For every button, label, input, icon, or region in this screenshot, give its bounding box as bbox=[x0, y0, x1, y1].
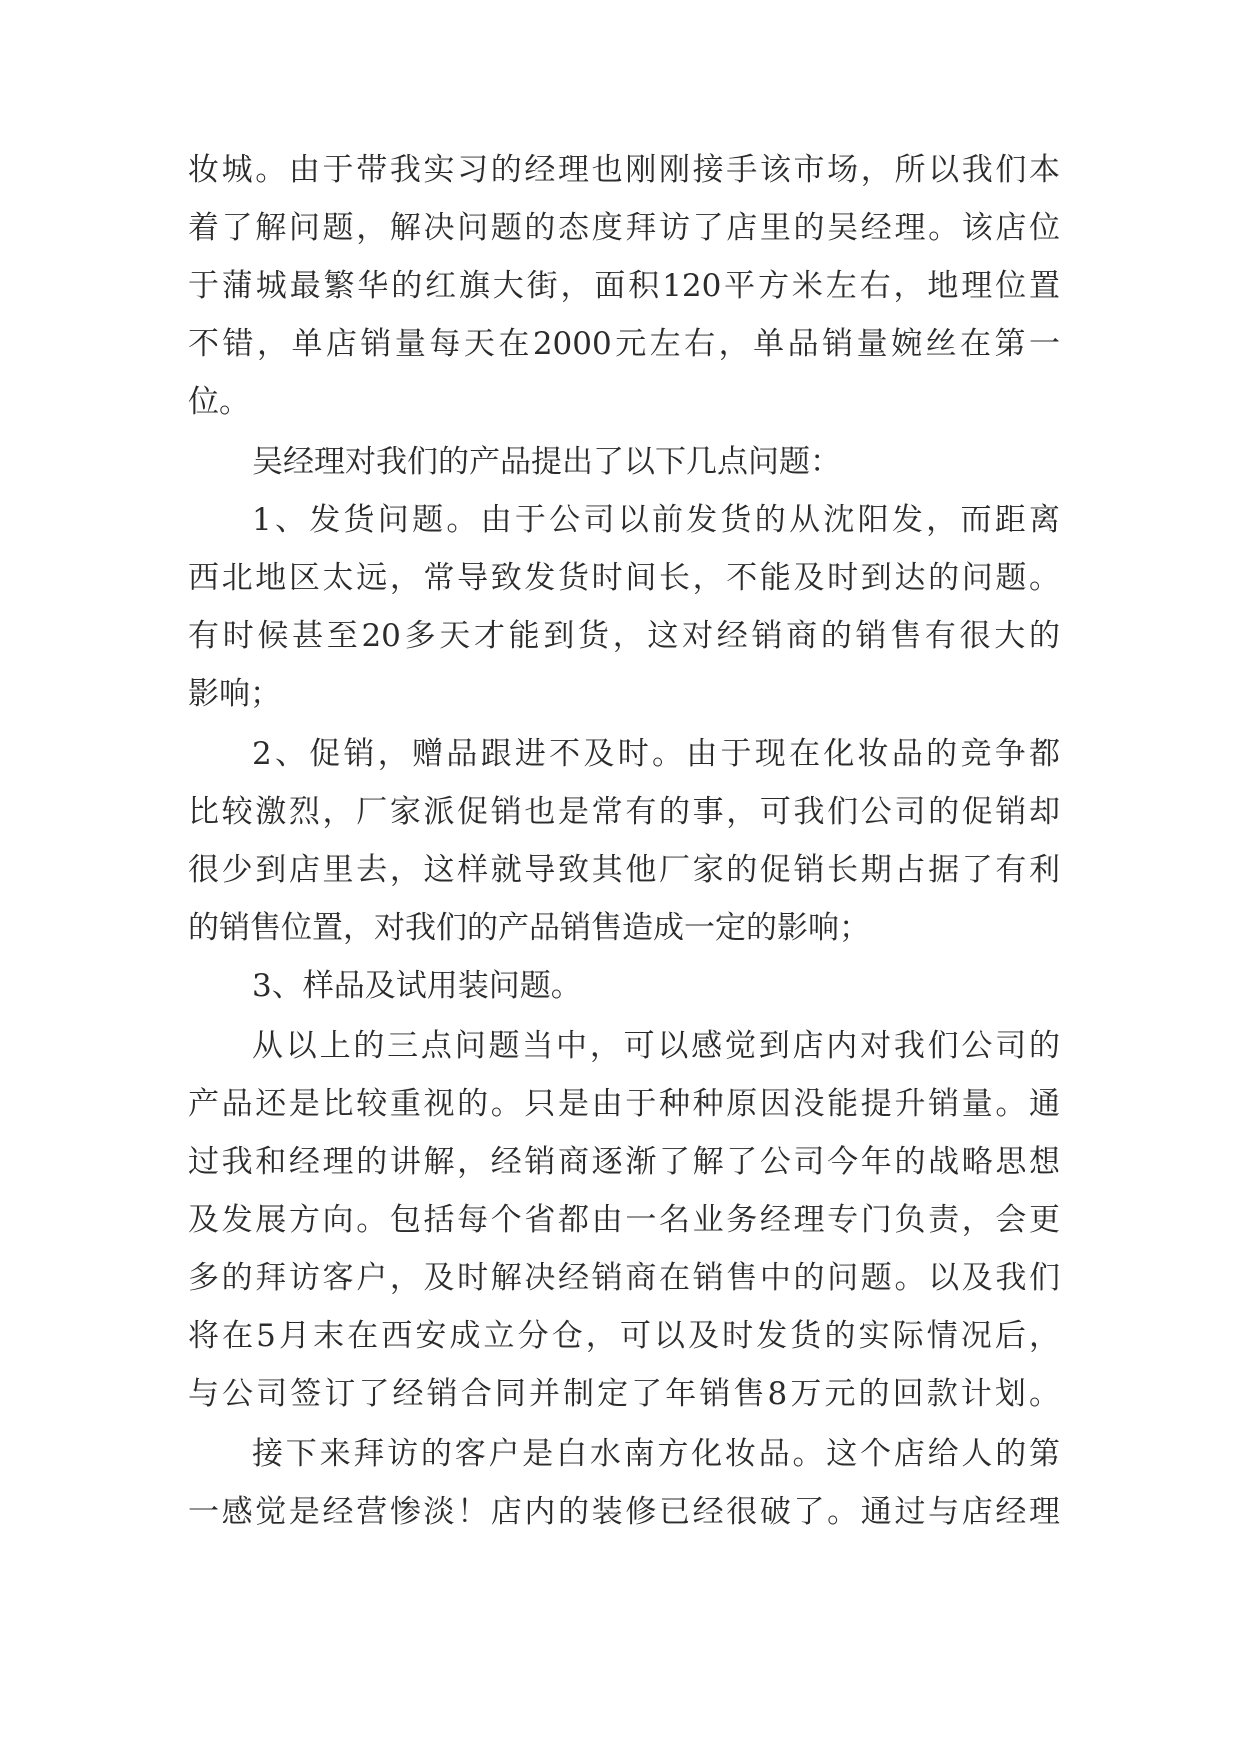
text-line: 有时候甚至20多天才能到货，这对经销商的销售有很大的 bbox=[188, 618, 1060, 654]
text-line: 妆城。由于带我实习的经理也刚刚接手该市场，所以我们本 bbox=[188, 152, 1060, 188]
text-line: 与公司签订了经销合同并制定了年销售8万元的回款计划。 bbox=[188, 1376, 1060, 1412]
text-line: 西北地区太远，常导致发货时间长，不能及时到达的问题。 bbox=[188, 560, 1060, 596]
text-line: 影响； bbox=[188, 676, 281, 712]
text-line: 吴经理对我们的产品提出了以下几点问题： bbox=[252, 444, 841, 480]
text-line: 多的拜访客户，及时解决经销商在销售中的问题。以及我们 bbox=[188, 1260, 1060, 1296]
text-line: 的销售位置，对我们的产品销售造成一定的影响； bbox=[188, 910, 870, 946]
text-line: 从以上的三点问题当中，可以感觉到店内对我们公司的 bbox=[252, 1028, 1060, 1064]
text-line: 接下来拜访的客户是白水南方化妆品。这个店给人的第 bbox=[252, 1436, 1060, 1472]
text-line: 着了解问题，解决问题的态度拜访了店里的吴经理。该店位 bbox=[188, 210, 1060, 246]
text-line: 及发展方向。包括每个省都由一名业务经理专门负责，会更 bbox=[188, 1202, 1060, 1238]
text-line: 产品还是比较重视的。只是由于种种原因没能提升销量。通 bbox=[188, 1086, 1060, 1122]
text-line: 位。 bbox=[188, 384, 250, 420]
text-line: 3、样品及试用装问题。 bbox=[252, 968, 582, 1004]
text-line: 于蒲城最繁华的红旗大街，面积120平方米左右，地理位置 bbox=[188, 268, 1060, 304]
text-line: 不错，单店销量每天在2000元左右，单品销量婉丝在第一 bbox=[188, 326, 1060, 362]
text-line: 比较激烈，厂家派促销也是常有的事，可我们公司的促销却 bbox=[188, 794, 1060, 830]
text-line: 1、发货问题。由于公司以前发货的从沈阳发，而距离 bbox=[252, 502, 1060, 538]
text-line: 2、促销，赠品跟进不及时。由于现在化妆品的竞争都 bbox=[252, 736, 1060, 772]
text-line: 将在5月末在西安成立分仓，可以及时发货的实际情况后， bbox=[188, 1318, 1060, 1354]
text-line: 一感觉是经营惨淡！店内的装修已经很破了。通过与店经理 bbox=[188, 1494, 1060, 1530]
text-line: 很少到店里去，这样就导致其他厂家的促销长期占据了有利 bbox=[188, 852, 1060, 888]
text-line: 过我和经理的讲解，经销商逐渐了解了公司今年的战略思想 bbox=[188, 1144, 1060, 1180]
